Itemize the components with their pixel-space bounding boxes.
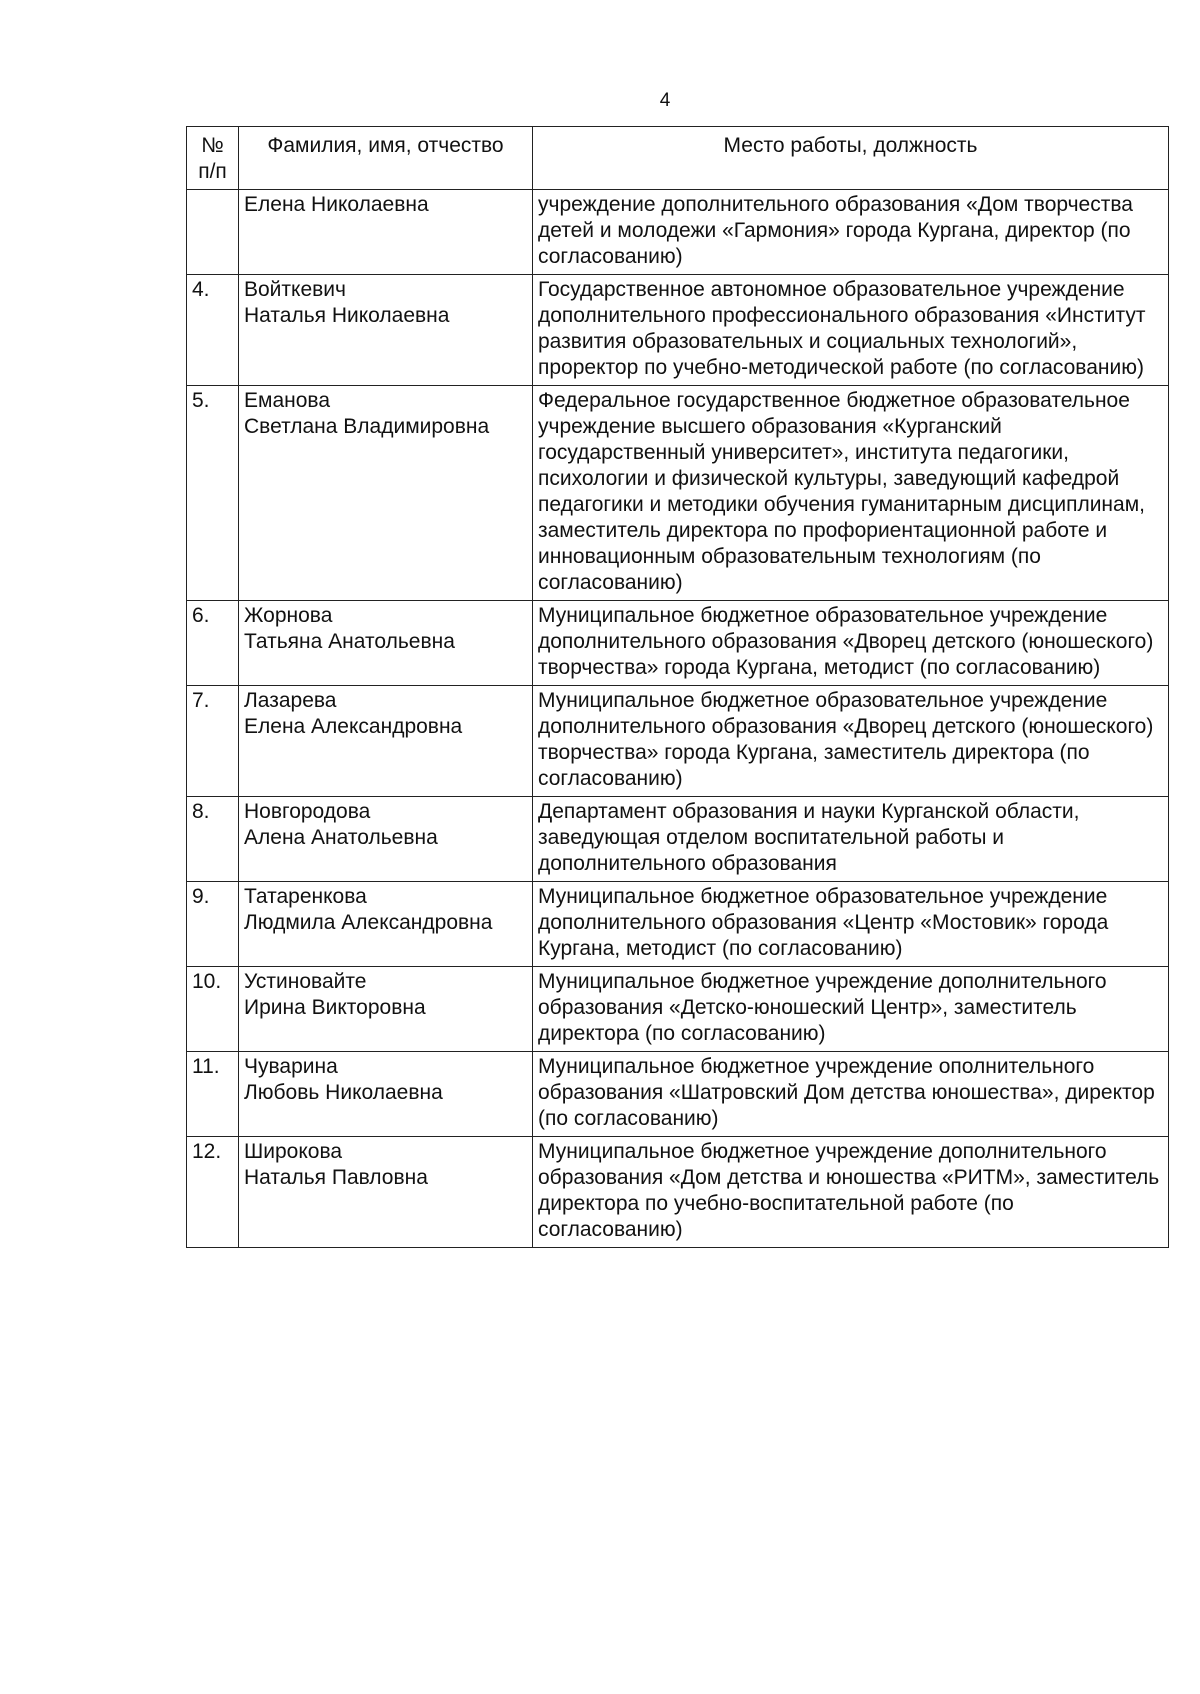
table-row bbox=[187, 797, 1169, 882]
row-fio bbox=[239, 882, 533, 967]
fio-given-names: Наталья Павловна bbox=[244, 1166, 428, 1189]
fio-given-names: Алена Анатольевна bbox=[244, 826, 438, 849]
row-fio bbox=[239, 1137, 533, 1248]
row-number: 5. bbox=[187, 386, 239, 601]
header-num: № п/п bbox=[187, 127, 239, 190]
row-fio bbox=[239, 601, 533, 686]
row-workplace: Муниципальное бюджетное учреждение ополнительного образования «Шатровский Дом детства юношества», директор (по согласованию) bbox=[533, 1052, 1169, 1137]
header-name: Фамилия, имя, отчество bbox=[239, 127, 533, 190]
fio-given-names: Людмила Александровна bbox=[244, 911, 493, 934]
row-fio bbox=[239, 275, 533, 386]
page-number: 4 bbox=[659, 90, 671, 111]
table-header-row bbox=[187, 127, 1169, 190]
fio-surname: Устиновайте bbox=[244, 970, 367, 993]
table-row bbox=[187, 1052, 1169, 1137]
row-number: 6. bbox=[187, 601, 239, 686]
row-workplace: Муниципальное бюджетное учреждение дополнительного образования «Детско-юношеский Центр», заместитель директора (по согласованию) bbox=[533, 967, 1169, 1052]
fio-surname: Новгородова bbox=[244, 800, 371, 823]
row-workplace: Государственное автономное образовательное учреждение дополнительного профессионального образования «Институт развития образовательных и социальных технологий», проректор по учебно-методической работе (по согласованию) bbox=[533, 275, 1169, 386]
row-workplace: Муниципальное бюджетное образовательное учреждение дополнительного образования «Дворец детского (юношеского) творчества» города Кургана, заместитель директора (по согласованию) bbox=[533, 686, 1169, 797]
fio-surname: Елена Николаевна bbox=[244, 193, 429, 216]
row-fio bbox=[239, 190, 533, 275]
row-number bbox=[187, 190, 239, 275]
row-fio bbox=[239, 797, 533, 882]
fio-surname: Жорнова bbox=[244, 604, 333, 627]
row-number: 12. bbox=[187, 1137, 239, 1248]
row-number: 9. bbox=[187, 882, 239, 967]
table-row bbox=[187, 882, 1169, 967]
members-table bbox=[186, 126, 1169, 1248]
fio-surname: Войткевич bbox=[244, 278, 346, 301]
fio-given-names: Любовь Николаевна bbox=[244, 1081, 443, 1104]
row-fio bbox=[239, 386, 533, 601]
fio-surname: Чуварина bbox=[244, 1055, 338, 1078]
row-workplace: Федеральное государственное бюджетное образовательное учреждение высшего образования «Курганский государственный университет», института педагогики, психологии и физической культуры, заведующий кафедрой педагогики и методики обучения гуманитарным дисциплинам, заместитель директора по профориентационной работе и инновационным образовательным технологиям (по согласованию) bbox=[533, 386, 1169, 601]
table-row bbox=[187, 601, 1169, 686]
fio-surname: Лазарева bbox=[244, 689, 337, 712]
table-row bbox=[187, 190, 1169, 275]
table-row bbox=[187, 275, 1169, 386]
table-row bbox=[187, 386, 1169, 601]
fio-surname: Еманова bbox=[244, 389, 330, 412]
table-row bbox=[187, 1137, 1169, 1248]
fio-given-names: Елена Александровна bbox=[244, 715, 463, 738]
fio-given-names: Светлана Владимировна bbox=[244, 415, 490, 438]
table-row bbox=[187, 967, 1169, 1052]
row-fio bbox=[239, 967, 533, 1052]
row-workplace: Департамент образования и науки Курганской области, заведующая отделом воспитательной работы и дополнительного образования bbox=[533, 797, 1169, 882]
fio-surname: Татаренкова bbox=[244, 885, 367, 908]
fio-given-names: Татьяна Анатольевна bbox=[244, 630, 455, 653]
row-number: 10. bbox=[187, 967, 239, 1052]
row-workplace: учреждение дополнительного образования «Дом творчества детей и молодежи «Гармония» города Кургана, директор (по согласованию) bbox=[533, 190, 1169, 275]
fio-given-names: Наталья Николаевна bbox=[244, 304, 450, 327]
row-number: 11. bbox=[187, 1052, 239, 1137]
fio-surname: Широкова bbox=[244, 1140, 343, 1163]
row-fio bbox=[239, 1052, 533, 1137]
table-row bbox=[187, 686, 1169, 797]
fio-given-names: Ирина Викторовна bbox=[244, 996, 426, 1019]
row-number: 4. bbox=[187, 275, 239, 386]
header-job: Место работы, должность bbox=[533, 127, 1169, 190]
row-workplace: Муниципальное бюджетное образовательное учреждение дополнительного образования «Дворец детского (юношеского) творчества» города Кургана, методист (по согласованию) bbox=[533, 601, 1169, 686]
row-fio bbox=[239, 686, 533, 797]
row-workplace: Муниципальное бюджетное учреждение дополнительного образования «Дом детства и юношества «РИТМ», заместитель директора по учебно-воспитательной работе (по согласованию) bbox=[533, 1137, 1169, 1248]
row-number: 8. bbox=[187, 797, 239, 882]
row-number: 7. bbox=[187, 686, 239, 797]
row-workplace: Муниципальное бюджетное образовательное учреждение дополнительного образования «Центр «Мостовик» города Кургана, методист (по согласованию) bbox=[533, 882, 1169, 967]
